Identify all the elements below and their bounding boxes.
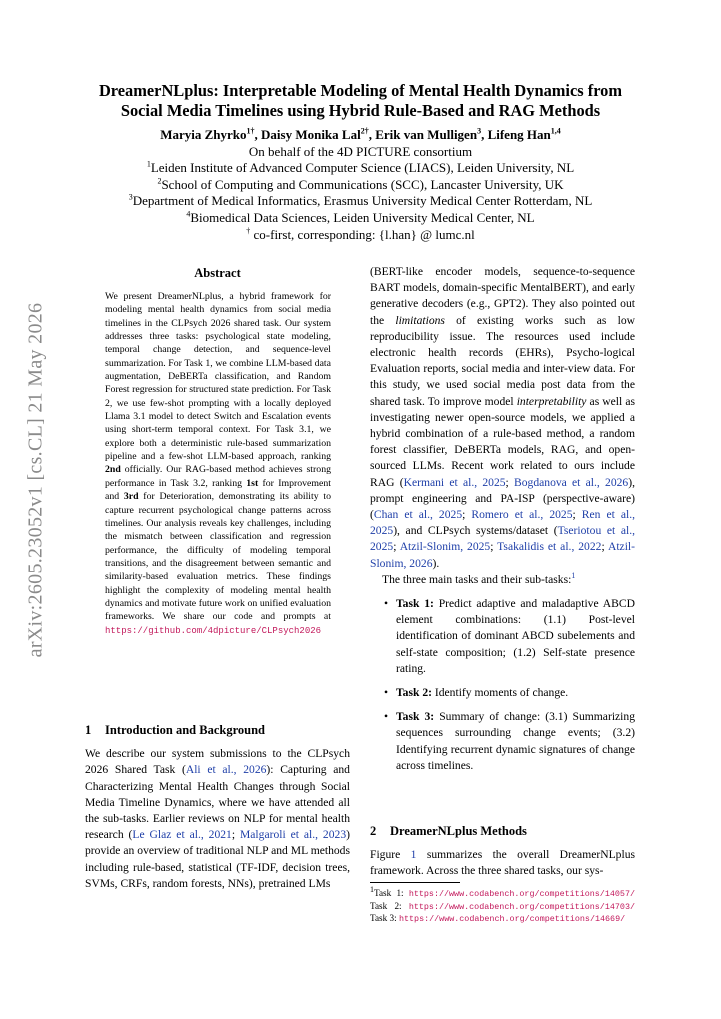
list-item: • Task 1: Predict adaptive and maladaptive ABCD element combinations: (1.1) Post-level identification of dominant ABCD subelements and self-state composition; (1.2) Self-state presence rating.: [384, 597, 635, 675]
citation[interactable]: Tseriotou et al., 2025: [370, 524, 635, 554]
section-1-heading: 1 Introduction and Background: [85, 723, 266, 737]
author-block: [70, 127, 651, 243]
right-column: [370, 264, 635, 782]
section-2-heading: 2 DreamerNLplus Methods: [370, 824, 527, 838]
affiliation-3: $^3$Department of Medical Informatics, Erasmus University Medical Center Rotterdam, NL: [128, 193, 593, 209]
citation[interactable]: Ali et al., 2026: [185, 763, 267, 777]
section-2: [370, 823, 635, 880]
affiliation-2: $^2$School of Computing and Communications (SCC), Lancaster University, UK: [157, 176, 564, 192]
tasks-intro: The three main tasks and their sub-tasks:$^1$: [382, 571, 576, 586]
task3-link[interactable]: https://www.codabench.org/competitions/14669/: [398, 914, 626, 925]
footnote-rule: [370, 882, 460, 883]
citation[interactable]: Bogdanova et al., 2026: [514, 475, 629, 489]
citation[interactable]: Le Glaz et al., 2021: [132, 828, 232, 842]
affiliation-1: $^1$Leiden Institute of Advanced Computer Science (LIACS), Leiden University, NL: [146, 159, 575, 176]
citation[interactable]: Atzil-Slonim, 2025: [399, 540, 491, 554]
abstract-heading: Abstract: [194, 266, 241, 280]
related-work-paragraph: (BERT-like encoder models, sequence-to-sequence BART models, domain-specific MentalBERT), and early generative decoders (e.g., GPT2). They also pointed out the limitations of existing works such as low reproducibility issue. The resources used include electronic health records (EHRs), Psycho-logical Evaluation reports, social media and inter-view data. For this study, we used social media post data from the shared task. To improve model interpretability as well as investigating newer open-source models, we applied a hybrid combination of a rule-based method, a random forest classifier, DeBERTa models, RAG, and open-sourced LLMs. Recent work related to ours include RAG (Kermani et al., 2025; Bogdanova et al., 2026), prompt engineering and PA-ISP (perspective-aware) (Chan et al., 2025; Romero et al., 2025; Ren et al., 2025), and CLPsych systems/dataset (Tseriotou et al., 2025; Atzil-Slonim, 2025; Tsakalidis et al., 2022; Atzil-Slonim, 2026).: [370, 265, 636, 570]
footnote-ref[interactable]: 1: [571, 571, 576, 580]
section-1: [85, 722, 350, 892]
arxiv-stamp: [16, 290, 56, 670]
list-item: • Task 2: Identify moments of change.: [384, 686, 569, 700]
code-link[interactable]: https://github.com/4dpicture/CLPsych2026: [105, 625, 322, 636]
author-4-sup: 1,4: [550, 126, 561, 136]
section-1-body: We describe our system submissions to the CLPsych 2026 Shared Task (Ali et al., 2026): Capturing and Characterizing Mental Health Changes through Social Media Timeline Dynamics, where we have attended all the sub-tasks. Earlier reviews on NLP for mental health research (Le Glaz et al., 2021; Malgaroli et al., 2023) provide an overview of traditional NLP and ML methods including rule-based, statistical (TF-IDF, decision trees, SVMs, CRFs, random forests, NNs), pretrained LMs: [85, 747, 350, 890]
citation[interactable]: Ren et al., 2025: [370, 508, 636, 538]
author-4: Lifeng Han: [487, 127, 551, 142]
consortium-line: On behalf of the 4D PICTURE consortium: [248, 143, 473, 159]
title-line-1: DreamerNLplus: Interpretable Modeling of Mental Health Dynamics from: [98, 81, 623, 100]
section-2-body: Figure 1 summarizes the overall DreamerNLplus framework. Across the three shared tasks, our sys-: [370, 848, 636, 878]
task1-link[interactable]: https://www.codabench.org/competitions/14057/: [408, 889, 635, 899]
title-line-2: Social Media Timelines using Hybrid Rule-Based and RAG Methods: [120, 101, 601, 120]
author-names: Maryia Zhyrko$^{1\dagger}$, Daisy Monika Lal$^{2\dagger}$, Erik van Mulligen$^3$, Lifeng Han$^{1,4}$: [160, 126, 561, 142]
corresponding-note: † co-first, corresponding: {l.han} @ lumc.nl: [246, 226, 475, 242]
footnote: $^1$Task 1: https://www.codabench.org/competitions/14057/ Task 2: https://www.codabench.org/competitions/14703/ Task 3: https://www.codabench.org/competitions/14669/: [370, 884, 635, 925]
arxiv-id: arXiv:2605.23052v1 [cs.CL] 21 May 2026: [24, 302, 47, 658]
author-1-sup: 1†: [246, 126, 255, 136]
citation[interactable]: Malgaroli et al., 2023: [239, 828, 347, 842]
author-1: Maryia Zhyrko: [160, 127, 247, 142]
task-list: [370, 596, 635, 774]
abstract-text: We present DreamerNLplus, a hybrid framework for modeling mental health dynamics from social media timelines in the CLPsych 2026 shared task. Our system addresses three tasks: psychological state modeling, temporal change detection, and sequence-level summarization. For Task 1, we combine LLM-based data augmentation, DeBERTa classification, and Random Forest regression for structured state prediction. For Task 2, we use few-shot prompting with a locally deployed Llama 3.1 model to detect Switch and Escalation events using short-term temporal context. For Task 3.1, we explore both a deterministic rule-based summarization pipeline and a few-shot LLM-based approach, ranking 2nd officially. Our RAG-based method achieves strong performance in Task 3.2, ranking 1st for Improvement and 3rd for Deterioration, demonstrating its ability to capture recurrent psychological change patterns across timelines. Our analysis reveals key challenges, including the mismatch between classification and regression performance, the difficulty of modeling temporal transitions, and the disagreement between semantic and similarity-based evaluation metrics. These findings highlight the complexity of modeling mental health dynamics and motivate future work on unified evaluation frameworks. We share our code and prompts at https://github.com/4dpicture/CLPsych2026: [105, 291, 331, 636]
paper-title: [70, 81, 651, 121]
author-2: Daisy Monika Lal: [261, 127, 361, 142]
citation[interactable]: Kermani et al., 2025: [403, 475, 506, 489]
citation[interactable]: Tsakalidis et al., 2022: [497, 540, 602, 554]
citation[interactable]: Chan et al., 2025: [373, 508, 463, 522]
author-2-sup: 2†: [360, 126, 369, 136]
author-3: Erik van Mulligen: [375, 127, 478, 142]
citation[interactable]: Atzil-Slonim, 2026: [370, 540, 635, 570]
list-item: • Task 3: Summary of change: (3.1) Summarizing sequences surrounding change events; (3.2) Identifying recurrent dynamic signatures of change across timelines.: [384, 710, 635, 772]
task2-link[interactable]: https://www.codabench.org/competitions/14703/: [408, 901, 635, 912]
citation[interactable]: Romero et al., 2025: [471, 508, 573, 522]
affiliation-4: $^4$Biomedical Data Sciences, Leiden University Medical Center, NL: [186, 209, 535, 225]
figure-ref[interactable]: 1: [410, 848, 417, 862]
author-3-sup: 3: [477, 126, 482, 136]
